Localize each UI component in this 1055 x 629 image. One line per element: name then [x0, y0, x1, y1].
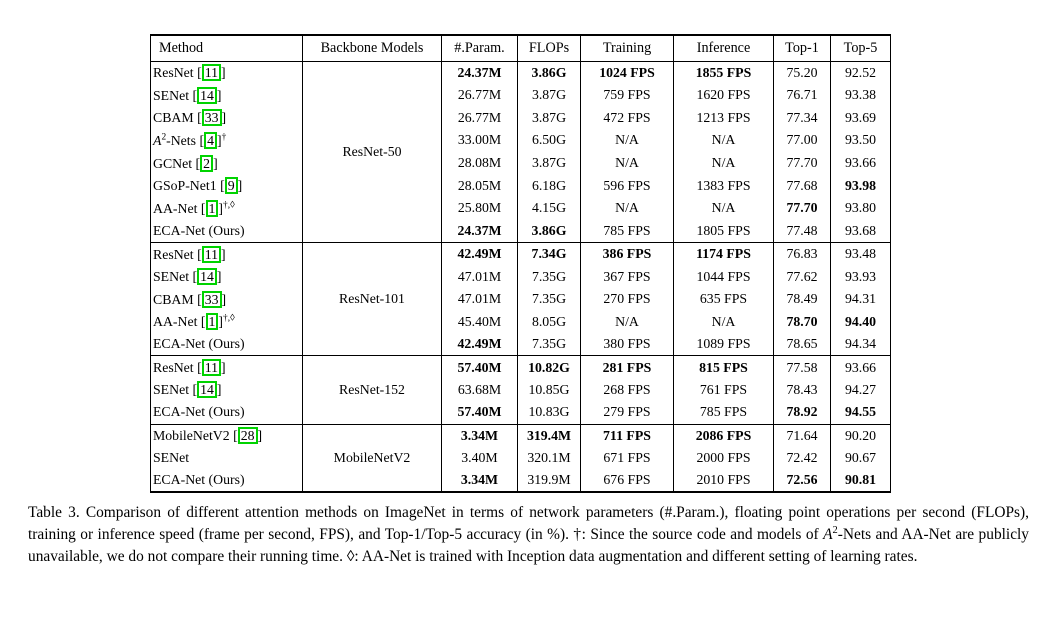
inference-cell: 1044 FPS [674, 265, 774, 288]
top1-cell: 72.56 [774, 469, 831, 492]
citation-link[interactable]: 14 [197, 87, 217, 104]
table-row [151, 197, 891, 220]
citation-link[interactable]: 1 [206, 200, 219, 217]
top5-cell: 94.34 [831, 333, 891, 356]
inference-cell: 2086 FPS [674, 424, 774, 447]
method-cell: CBAM [ 33 ] [151, 106, 303, 129]
table-row [151, 379, 891, 402]
citation-link[interactable]: 14 [197, 381, 217, 398]
top5-cell: 93.80 [831, 197, 891, 220]
training-cell: 380 FPS [581, 333, 674, 356]
top1-cell: 76.83 [774, 243, 831, 266]
method-cell: SENet [ 14 ] [151, 265, 303, 288]
column-header-method: Method [151, 35, 303, 61]
top1-cell: 77.00 [774, 129, 831, 152]
flops-cell: 7.34G [518, 243, 581, 266]
top1-cell: 78.49 [774, 288, 831, 311]
inference-cell: 2010 FPS [674, 469, 774, 492]
flops-cell: 3.87G [518, 106, 581, 129]
method-cell: ECA-Net (Ours) [151, 401, 303, 424]
param-cell: 25.80M [442, 197, 518, 220]
superscript-mark: 2 [832, 524, 838, 536]
citation-link[interactable]: 1 [206, 313, 219, 330]
table-row [151, 152, 891, 175]
top5-cell: 90.81 [831, 469, 891, 492]
flops-cell: 8.05G [518, 311, 581, 334]
method-cell: SENet [ 14 ] [151, 379, 303, 402]
table-row [151, 243, 891, 266]
inference-cell: 1805 FPS [674, 220, 774, 243]
superscript-mark: †,◊ [223, 313, 235, 324]
column-header-training: Training [581, 35, 674, 61]
param-cell: 26.77M [442, 84, 518, 107]
superscript-mark: † [221, 132, 227, 143]
backbone-cell: ResNet-101 [303, 243, 442, 356]
method-cell: $A^2$-Nets [ 4 ]† [151, 129, 303, 152]
flops-cell: 7.35G [518, 288, 581, 311]
training-cell: 367 FPS [581, 265, 674, 288]
method-cell: ECA-Net (Ours) [151, 333, 303, 356]
inference-cell: 1383 FPS [674, 174, 774, 197]
flops-cell: 320.1M [518, 447, 581, 470]
training-cell: N/A [581, 129, 674, 152]
method-cell: ResNet [ 11 ] [151, 356, 303, 379]
param-cell: 33.00M [442, 129, 518, 152]
top1-cell: 77.70 [774, 152, 831, 175]
citation-link[interactable]: 4 [204, 132, 217, 149]
citation-link[interactable]: 11 [202, 246, 221, 263]
citation-link[interactable]: 28 [238, 427, 258, 444]
training-cell: 785 FPS [581, 220, 674, 243]
table-row [151, 356, 891, 379]
top1-cell: 78.65 [774, 333, 831, 356]
top5-cell: 93.68 [831, 220, 891, 243]
training-cell: 270 FPS [581, 288, 674, 311]
method-cell: GCNet [ 2 ] [151, 152, 303, 175]
param-cell: 42.49M [442, 243, 518, 266]
top5-cell: 90.67 [831, 447, 891, 470]
top5-cell: 93.69 [831, 106, 891, 129]
param-cell: 45.40M [442, 311, 518, 334]
table-row [151, 220, 891, 243]
citation-link[interactable]: 2 [200, 155, 213, 172]
top1-cell: 72.42 [774, 447, 831, 470]
citation-link[interactable]: 14 [197, 268, 217, 285]
table-row [151, 333, 891, 356]
method-cell: MobileNetV2 [ 28 ] [151, 424, 303, 447]
citation-link[interactable]: 33 [202, 291, 222, 308]
method-cell: ResNet [ 11 ] [151, 243, 303, 266]
inference-cell: 785 FPS [674, 401, 774, 424]
table-body [151, 61, 891, 492]
training-cell: N/A [581, 311, 674, 334]
header-row [151, 35, 891, 61]
table-row [151, 265, 891, 288]
param-cell: 42.49M [442, 333, 518, 356]
top1-cell: 77.48 [774, 220, 831, 243]
training-cell: N/A [581, 197, 674, 220]
citation-link[interactable]: 9 [225, 177, 238, 194]
top5-cell: 93.38 [831, 84, 891, 107]
top1-cell: 77.68 [774, 174, 831, 197]
flops-cell: 319.9M [518, 469, 581, 492]
training-cell: N/A [581, 152, 674, 175]
citation-link[interactable]: 33 [202, 109, 222, 126]
param-cell: 3.40M [442, 447, 518, 470]
top5-cell: 94.40 [831, 311, 891, 334]
backbone-cell: MobileNetV2 [303, 424, 442, 492]
flops-cell: 3.86G [518, 61, 581, 84]
training-cell: 1024 FPS [581, 61, 674, 84]
column-header-top5: Top-5 [831, 35, 891, 61]
method-cell: SENet [151, 447, 303, 470]
top5-cell: 93.48 [831, 243, 891, 266]
column-header-top1: Top-1 [774, 35, 831, 61]
inference-cell: 1855 FPS [674, 61, 774, 84]
table-row [151, 469, 891, 492]
top1-cell: 78.43 [774, 379, 831, 402]
param-cell: 28.08M [442, 152, 518, 175]
column-header-param: #.Param. [442, 35, 518, 61]
param-cell: 24.37M [442, 220, 518, 243]
table-header [151, 35, 891, 61]
inference-cell: 1620 FPS [674, 84, 774, 107]
citation-link[interactable]: 11 [202, 64, 221, 81]
italic-text: A [823, 526, 833, 544]
top5-cell: 93.50 [831, 129, 891, 152]
inference-cell: 2000 FPS [674, 447, 774, 470]
inference-cell: 815 FPS [674, 356, 774, 379]
table-row [151, 311, 891, 334]
top5-cell: 93.66 [831, 152, 891, 175]
top1-cell: 76.71 [774, 84, 831, 107]
superscript-mark: 2 [161, 132, 167, 143]
top1-cell: 77.34 [774, 106, 831, 129]
flops-cell: 6.18G [518, 174, 581, 197]
top1-cell: 71.64 [774, 424, 831, 447]
training-cell: 676 FPS [581, 469, 674, 492]
top1-cell: 78.70 [774, 311, 831, 334]
training-cell: 268 FPS [581, 379, 674, 402]
flops-cell: 6.50G [518, 129, 581, 152]
inference-cell: 761 FPS [674, 379, 774, 402]
flops-cell: 7.35G [518, 265, 581, 288]
table-row [151, 84, 891, 107]
training-cell: 281 FPS [581, 356, 674, 379]
inference-cell: 1213 FPS [674, 106, 774, 129]
method-cell: AA-Net [ 1 ]†,◊ [151, 311, 303, 334]
training-cell: 472 FPS [581, 106, 674, 129]
column-header-inference: Inference [674, 35, 774, 61]
training-cell: 759 FPS [581, 84, 674, 107]
param-cell: 26.77M [442, 106, 518, 129]
citation-link[interactable]: 11 [202, 359, 221, 376]
flops-cell: 10.85G [518, 379, 581, 402]
top1-cell: 75.20 [774, 61, 831, 84]
inference-cell: 635 FPS [674, 288, 774, 311]
top5-cell: 94.31 [831, 288, 891, 311]
param-cell: 47.01M [442, 265, 518, 288]
top1-cell: 77.70 [774, 197, 831, 220]
table-row [151, 288, 891, 311]
table-row [151, 129, 891, 152]
table-row [151, 106, 891, 129]
inference-cell: 1174 FPS [674, 243, 774, 266]
param-cell: 57.40M [442, 401, 518, 424]
training-cell: 279 FPS [581, 401, 674, 424]
flops-cell: 7.35G [518, 333, 581, 356]
column-header-flops: FLOPs [518, 35, 581, 61]
flops-cell: 4.15G [518, 197, 581, 220]
top5-cell: 92.52 [831, 61, 891, 84]
inference-cell: N/A [674, 129, 774, 152]
method-cell: SENet [ 14 ] [151, 84, 303, 107]
table-row [151, 447, 891, 470]
training-cell: 671 FPS [581, 447, 674, 470]
flops-cell: 3.86G [518, 220, 581, 243]
param-cell: 3.34M [442, 424, 518, 447]
inference-cell: 1089 FPS [674, 333, 774, 356]
top5-cell: 94.55 [831, 401, 891, 424]
method-cell: GSoP-Net1 [ 9 ] [151, 174, 303, 197]
training-cell: 711 FPS [581, 424, 674, 447]
param-cell: 57.40M [442, 356, 518, 379]
superscript-mark: †,◊ [223, 200, 235, 211]
inference-cell: N/A [674, 152, 774, 175]
top5-cell: 93.66 [831, 356, 891, 379]
param-cell: 24.37M [442, 61, 518, 84]
training-cell: 596 FPS [581, 174, 674, 197]
table-row [151, 174, 891, 197]
flops-cell: 3.87G [518, 84, 581, 107]
top1-cell: 77.58 [774, 356, 831, 379]
top1-cell: 78.92 [774, 401, 831, 424]
param-cell: 3.34M [442, 469, 518, 492]
backbone-cell: ResNet-50 [303, 61, 442, 243]
top5-cell: 90.20 [831, 424, 891, 447]
flops-cell: 319.4M [518, 424, 581, 447]
method-cell: ECA-Net (Ours) [151, 469, 303, 492]
method-cell: ResNet [ 11 ] [151, 61, 303, 84]
table-row [151, 424, 891, 447]
inference-cell: N/A [674, 311, 774, 334]
column-header-backbone: Backbone Models [303, 35, 442, 61]
top5-cell: 94.27 [831, 379, 891, 402]
backbone-cell: ResNet-152 [303, 356, 442, 424]
method-cell: AA-Net [ 1 ]†,◊ [151, 197, 303, 220]
method-cell: CBAM [ 33 ] [151, 288, 303, 311]
param-cell: 63.68M [442, 379, 518, 402]
inference-cell: N/A [674, 197, 774, 220]
table-row [151, 61, 891, 84]
top5-cell: 93.98 [831, 174, 891, 197]
param-cell: 47.01M [442, 288, 518, 311]
italic-text: A [153, 132, 162, 148]
param-cell: 28.05M [442, 174, 518, 197]
results-table [150, 34, 891, 493]
table-caption: Table 3. Comparison of different attention methods on ImageNet in terms of network parameters (#.Param.), floating point operations per second (FLOPs), training or inference speed (frame per second, FPS), and Top-1/Top-5 accuracy (in %). †: Since the source code and models of $A^2$-Nets and AA-Net are publicly unavailable, we do not compare their running time. ◊: AA-Net is trained with Inception data augmentation and different setting of learning rates. [28, 504, 1029, 566]
training-cell: 386 FPS [581, 243, 674, 266]
flops-cell: 10.82G [518, 356, 581, 379]
table-row [151, 401, 891, 424]
method-cell: ECA-Net (Ours) [151, 220, 303, 243]
top1-cell: 77.62 [774, 265, 831, 288]
top5-cell: 93.93 [831, 265, 891, 288]
flops-cell: 3.87G [518, 152, 581, 175]
flops-cell: 10.83G [518, 401, 581, 424]
